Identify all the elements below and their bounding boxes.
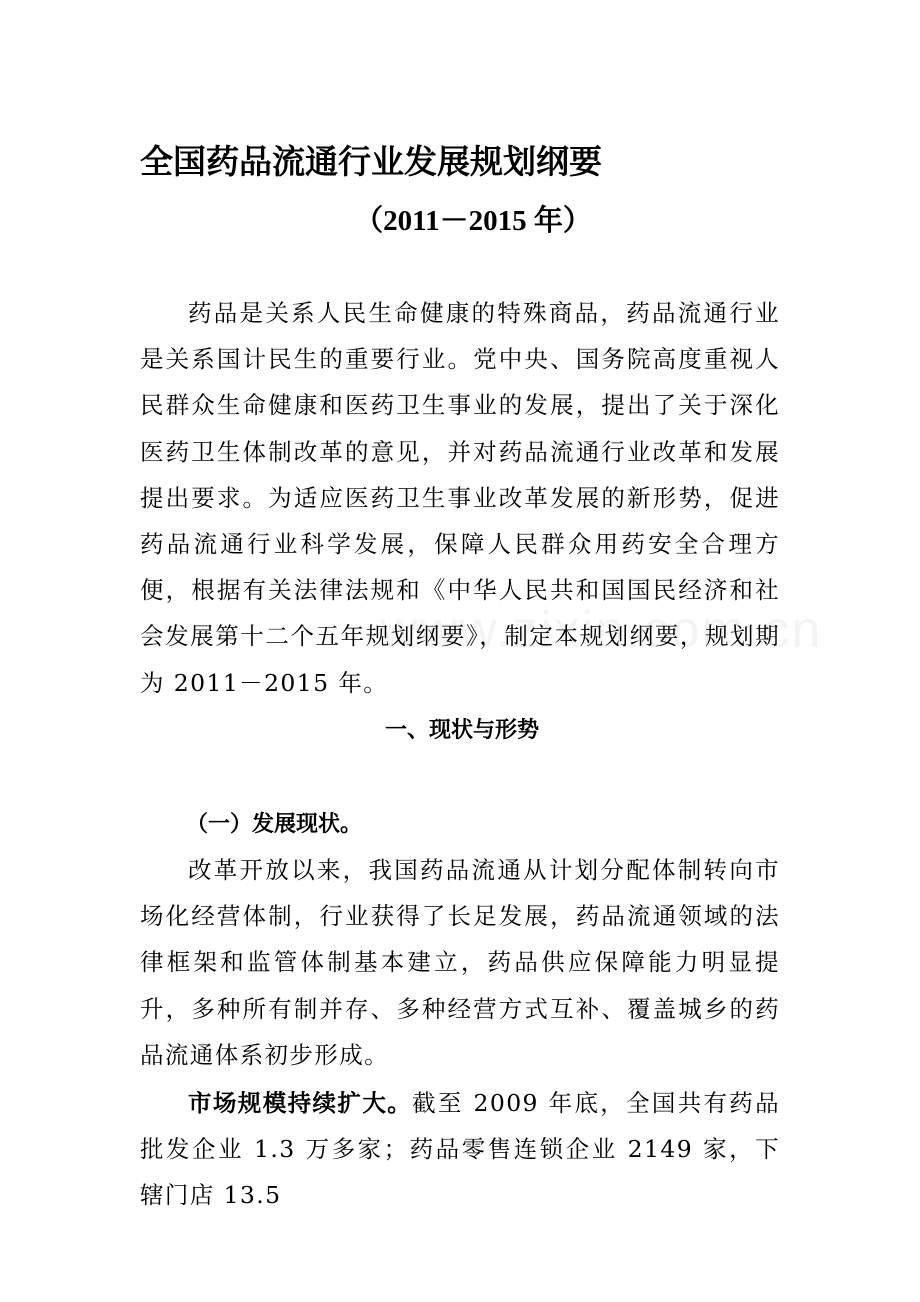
intro-paragraph: 药品是关系人民生命健康的特殊商品，药品流通行业是关系国计民生的重要行业。党中央、国务院高度重视人民群众生命健康和医药卫生事业的发展，提出了关于深化医药卫生体制改革的意见，并对药品流通行业改革和发展提出要求。为适应医药卫生事业改革发展的新形势，促进药品流通行业科学发展，保障人民群众用药安全合理方便，根据有关法律法规和《中华人民共和国国民经济和社会发展第十二个五年规划纲要》，制定本规划纲要，规划期为 2011－2015 年。 — [140, 299, 780, 697]
market-paragraph-body: 截至 2009 年底，全国共有药品批发企业 1.3 万多家；药品零售连锁企业 2149 家，下辖门店 13.5 — [140, 1089, 781, 1210]
section-heading: 一、现状与形势 — [384, 718, 539, 743]
document-subtitle: （2011－2015 年） — [354, 205, 592, 237]
market-paragraph — [140, 1080, 780, 1219]
document-title: 全国药品流通行业发展规划纲要 — [140, 142, 602, 181]
subsection-heading: （一）发展现状。 — [186, 812, 363, 837]
status-paragraph: 改革开放以来，我国药品流通从计划分配体制转向市场化经营体制，行业获得了长足发展，药品流通领域的法律框架和监管体制基本建立，药品供应保障能力明显提升，多种所有制并存、多种经营方式互补、覆盖城乡的药品流通体系初步形成。 — [140, 856, 780, 1069]
market-paragraph-lead: 市场规模持续扩大。 — [188, 1089, 413, 1117]
